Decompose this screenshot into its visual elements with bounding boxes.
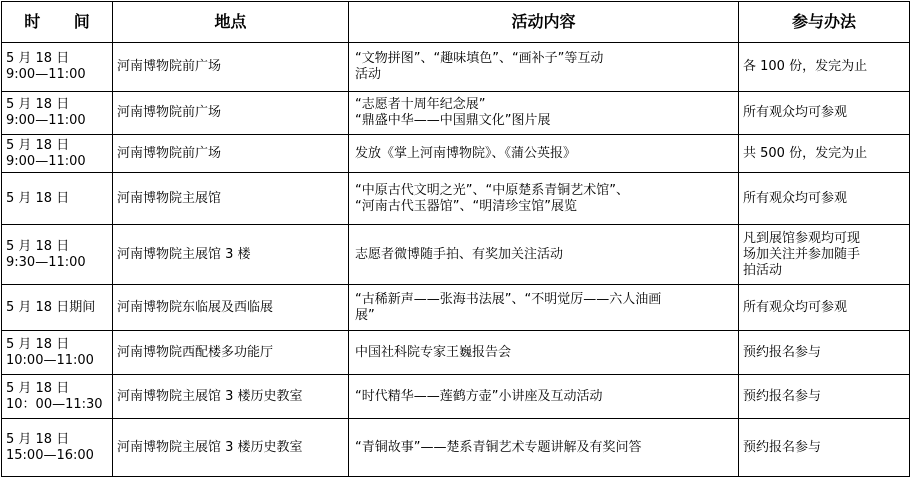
- place-cell: [113, 375, 349, 419]
- time-cell: [2, 285, 113, 331]
- method-text: 所有观众均可参观: [743, 299, 848, 315]
- place-text: 河南博物院主展馆 3 楼历史教室: [117, 388, 303, 404]
- time-text: 5 月 18 日期间: [6, 299, 96, 315]
- place-cell: [113, 173, 349, 225]
- method-text: 共 500 份，发完为止: [743, 145, 868, 161]
- method-cell: [739, 375, 910, 419]
- time-text: 9:00—11:00: [6, 67, 86, 82]
- method-cell: [739, 285, 910, 331]
- method-text: 预约报名参与: [743, 344, 822, 360]
- place-cell: [113, 331, 349, 375]
- table-row: [2, 375, 910, 419]
- header-time: 时 间: [2, 2, 113, 43]
- method-cell: [739, 43, 910, 92]
- activity-text: “古稀新声——张海书法展”、“不明觉厉——六人油画: [355, 291, 662, 307]
- activity-cell: [349, 173, 739, 225]
- table-row: [2, 173, 910, 225]
- place-text: 河南博物院主展馆 3 楼历史教室: [117, 439, 303, 455]
- activity-text: “时代精华——莲鹤方壶”小讲座及互动活动: [355, 388, 603, 404]
- time-text: 5 月 18 日: [6, 97, 70, 112]
- time-text: 10：00—11:30: [6, 396, 103, 412]
- place-text: 河南博物院前广场: [117, 105, 222, 120]
- activity-cell: [349, 135, 739, 173]
- time-text: 5 月 18 日: [6, 380, 70, 396]
- activity-cell: [349, 375, 739, 419]
- place-text: 河南博物院东临展及西临展: [117, 299, 274, 315]
- table-row: [2, 225, 910, 285]
- activity-text: 发放《掌上河南博物院》、《蒲公英报》: [355, 145, 577, 161]
- time-cell: [2, 173, 113, 225]
- method-text: 预约报名参与: [743, 388, 822, 404]
- method-text: 拍活动: [743, 262, 783, 278]
- method-cell: [739, 173, 910, 225]
- method-cell: [739, 225, 910, 285]
- time-text: 9:00—11:00: [6, 113, 86, 128]
- time-text: 5 月 18 日: [6, 51, 70, 66]
- place-text: 河南博物院主展馆 3 楼: [117, 246, 251, 262]
- time-cell: [2, 43, 113, 92]
- time-text: 5 月 18 日: [6, 190, 70, 206]
- activity-text: 中国社科院专家王巍报告会: [355, 344, 512, 360]
- time-text: 9:30—11:00: [6, 254, 86, 270]
- time-cell: [2, 225, 113, 285]
- place-cell: [113, 225, 349, 285]
- method-text: 凡到展馆参观均可现: [743, 230, 861, 246]
- activity-text: 志愿者微博随手拍、有奖加关注活动: [355, 246, 564, 262]
- activity-text: “中原古代文明之光”、“中原楚系青铜艺术馆”、: [355, 182, 629, 198]
- header-row: [2, 2, 910, 43]
- header-method: 参与办法: [739, 2, 910, 43]
- table-row: [2, 285, 910, 331]
- place-text: 河南博物院主展馆: [117, 190, 222, 206]
- place-cell: [113, 43, 349, 92]
- activity-cell: [349, 419, 739, 477]
- time-text: 10:00—11:00: [6, 352, 94, 368]
- activity-text: “青铜故事”——楚系青铜艺术专题讲解及有奖问答: [355, 439, 642, 455]
- time-cell: [2, 375, 113, 419]
- method-text: 场加关注并参加随手: [743, 246, 861, 262]
- activity-text: “志愿者十周年纪念展”: [355, 97, 486, 112]
- time-text: 9:00—11:00: [6, 153, 86, 169]
- activity-cell: [349, 225, 739, 285]
- header-activity: 活动内容: [349, 2, 739, 43]
- place-cell: [113, 135, 349, 173]
- time-text: 5 月 18 日: [6, 137, 70, 153]
- activity-text: 展”: [355, 307, 375, 323]
- place-cell: [113, 92, 349, 135]
- table-row: [2, 419, 910, 477]
- activity-text: “文物拼图”、“趣味填色”、“画补子”等互动: [355, 51, 604, 66]
- activity-text: 活动: [355, 67, 382, 82]
- activity-cell: [349, 43, 739, 92]
- time-text: 5 月 18 日: [6, 238, 70, 254]
- time-cell: [2, 331, 113, 375]
- schedule-table: [1, 1, 910, 477]
- time-cell: [2, 135, 113, 173]
- place-text: 河南博物院西配楼多功能厅: [117, 344, 274, 360]
- time-text: 15:00—16:00: [6, 447, 94, 463]
- method-cell: [739, 419, 910, 477]
- method-text: 所有观众均可参观: [743, 105, 848, 120]
- method-cell: [739, 92, 910, 135]
- time-cell: [2, 92, 113, 135]
- table-row: [2, 331, 910, 375]
- place-text: 河南博物院前广场: [117, 59, 222, 74]
- table-row: [2, 43, 910, 92]
- activity-text: “鼎盛中华——中国鼎文化”图片展: [355, 113, 551, 128]
- header-place: 地点: [113, 2, 349, 43]
- activity-cell: [349, 331, 739, 375]
- method-text: 所有观众均可参观: [743, 190, 848, 206]
- time-text: 5 月 18 日: [6, 431, 70, 447]
- method-cell: [739, 135, 910, 173]
- activity-cell: [349, 285, 739, 331]
- activity-cell: [349, 92, 739, 135]
- time-cell: [2, 419, 113, 477]
- place-cell: [113, 419, 349, 477]
- place-cell: [113, 285, 349, 331]
- table-row: [2, 92, 910, 135]
- activity-text: “河南古代玉器馆”、“明清珍宝馆”展览: [355, 198, 577, 214]
- time-text: 5 月 18 日: [6, 336, 70, 352]
- place-text: 河南博物院前广场: [117, 145, 222, 161]
- table-row: [2, 135, 910, 173]
- method-text: 各 100 份，发完为止: [743, 59, 868, 74]
- method-cell: [739, 331, 910, 375]
- method-text: 预约报名参与: [743, 439, 822, 455]
